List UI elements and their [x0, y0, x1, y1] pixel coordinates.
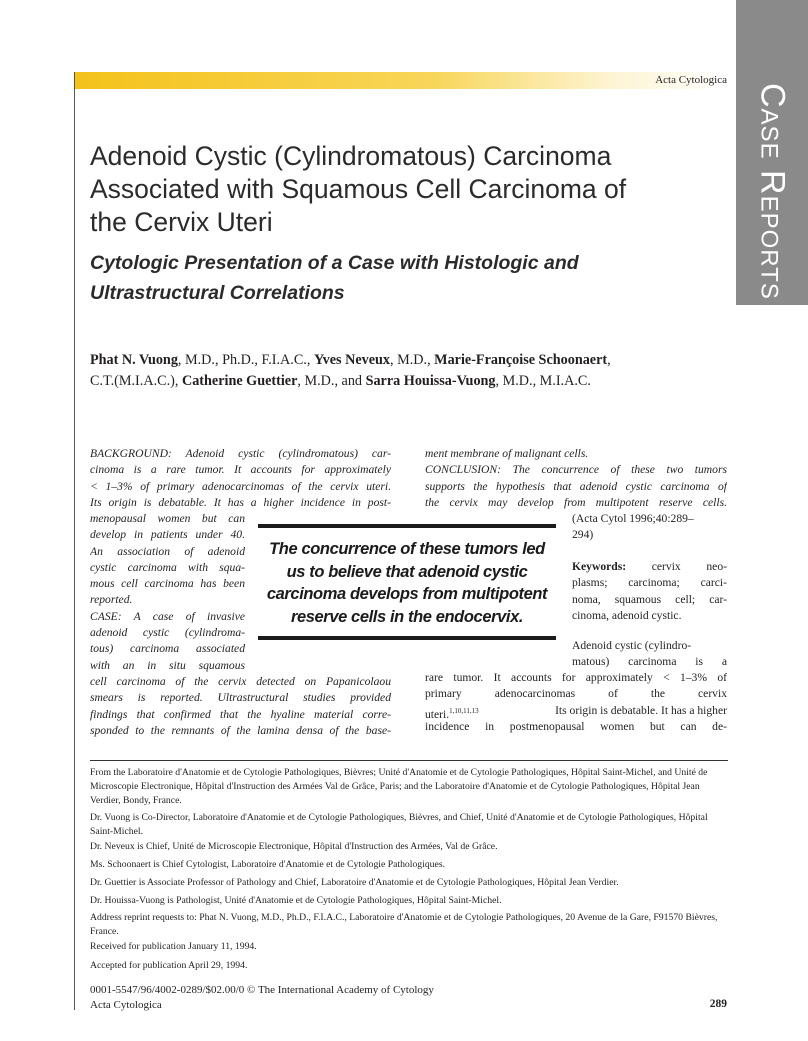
abstract-left-bottom: cell carcinoma of the cervix detected on Papanicolaou smears is reported. Ultrastructural studies provided findings that confirmed that the hyaline material corre- sponded to the remnants of the lamina densa of the base- — [90, 675, 391, 737]
footer-journal: Acta Cytologica — [90, 999, 162, 1011]
article-subtitle: Cytologic Presentation of a Case with Histologic and Ultrastructural Correlations — [90, 252, 579, 304]
body-text: rare tumor. It accounts for approximately < 1–3% of primary adenocarcinomas of the cervix uteri.$^{1,10,11,13}$ Its origin is debatable. It has a higher incidence in postmenopausal women but can de- — [425, 671, 727, 733]
abstract-citation: (Acta Cytol 1996;40:289– 294) — [572, 512, 694, 542]
journal-name: Acta Cytologica — [655, 74, 727, 86]
keywords: Keywords: cervix neo- plasms; carcinoma; carci- noma, squamous cell; car- cinoma, adenoid cystic. — [572, 560, 727, 622]
footnote-guettier: Dr. Guettier is Associate Professor of Pathology and Chief, Laboratoire d'Anatomie et de Cytologie Pathologiques, Hôpital Jean Verdier. — [90, 877, 619, 888]
abstract-left-narrow: menopausal women but can develop in patients under 40. An association of adenoid cystic carcinoma with squa- mous cell carcinoma has been reported. CASE: A case of invasive adenoid cystic (cylindroma- tous) carcinoma associated with an in situ squamous — [90, 512, 245, 672]
footnote-rule — [90, 760, 728, 761]
pull-quote-bottom-bar — [258, 636, 556, 640]
footnote-affiliations: From the Laboratoire d'Anatomie et de Cytologie Pathologiques, Bièvres; Unité d'Anatomie et de Cytologie Pathologiques, Hôpital Saint-Michel, and Unité de Microscopie Electronique, Hôpital d'Instruction des Armées Val de Grâce, Paris; and the Laboratoire d'Anatomie et de Cytologie Pathologiques, Hôpital Jean Verdier, Bondy, France. — [90, 767, 708, 806]
footnote-neveux: Dr. Neveux is Chief, Unité de Microscopie Electronique, Hôpital d'Instruction des Armées, Val de Grâce. — [90, 841, 498, 852]
footnote-accepted: Accepted for publication April 29, 1994. — [90, 960, 248, 971]
footer-issn: 0001-5547/96/4002-0289/$02.00/0 © The International Academy of Cytology — [90, 984, 434, 996]
footnote-houissa-vuong: Dr. Houissa-Vuong is Pathologist, Unité d'Anatomie et de Cytologie Pathologiques, Hôpital Saint-Michel. — [90, 895, 502, 906]
abstract-right-top: ment membrane of malignant cells. CONCLUSION: The concurrence of these two tumors supports the hypothesis that adenoid cystic carcinoma of the cervix may develop from multipotent reserve cells. — [425, 447, 727, 509]
abstract-left-top: BACKGROUND: Adenoid cystic (cylindromatous) car- cinoma is a rare tumor. It accounts for approximately < 1–3% of primary adenocarcinomas of the cervix uteri. Its origin is debatable. It has a higher incidence in post- — [90, 447, 391, 509]
article-title: Adenoid Cystic (Cylindromatous) Carcinoma Associated with Squamous Cell Carcinoma of the Cervix Uteri — [90, 141, 627, 237]
footnote-vuong: Dr. Vuong is Co-Director, Laboratoire d'Anatomie et de Cytologie Pathologiques, Bièvres, and Chief, Unité d'Anatomie et de Cytologie Pathologiques, Hôpital Saint-Michel. — [90, 812, 708, 837]
author-list: Phat N. Vuong, M.D., Ph.D., F.I.A.C., Yves Neveux, M.D., Marie-Françoise Schoonaert, C.T.(M.I.A.C.), Catherine Guettier, M.D., and Sarra Houissa-Vuong, M.D., M.I.A.C. — [90, 352, 611, 389]
footnote-received: Received for publication January 11, 1994. — [90, 941, 257, 952]
margin-rule — [74, 72, 75, 1010]
pull-quote-top-bar — [258, 524, 556, 528]
pull-quote: The concurrence of these tumors led us to believe that adenoid cystic carcinoma develops from multipotent reserve cells in the endocervix. — [258, 524, 556, 642]
body-text-narrow: Adenoid cystic (cylindro- matous) carcinoma is a — [572, 639, 727, 669]
footnote-reprints: Address reprint requests to: Phat N. Vuong, M.D., Ph.D., F.I.A.C., Laboratoire d'Anatomie et de Cytologie Pathologiques, 20 Avenue de la Gare, F91570 Bièvres, France. — [90, 912, 718, 937]
page-number: 289 — [709, 998, 727, 1010]
footnote-schoonaert: Ms. Schoonaert is Chief Cytologist, Laboratoire d'Anatomie et de Cytologie Pathologiques. — [90, 859, 446, 870]
